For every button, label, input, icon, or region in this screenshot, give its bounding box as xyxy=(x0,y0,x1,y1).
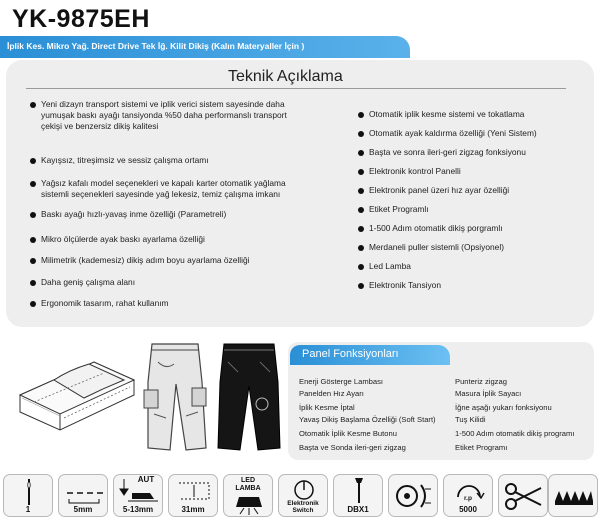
rpm-unit-label: r.p xyxy=(464,495,472,502)
switch-line: Switch xyxy=(292,507,314,514)
electronic-switch-icon xyxy=(278,474,328,517)
tech-item xyxy=(30,99,287,132)
switch-line: Elektronik xyxy=(287,500,319,507)
led-lamp-icon xyxy=(223,474,273,517)
tech-line: sistemli seçenekleri sayesinde yağ lekesiz, temiz çalışma imkanı xyxy=(41,189,281,199)
panel-item: Enerji Gösterge Lambası xyxy=(299,377,383,386)
model-title: YK-9875EH xyxy=(12,5,150,33)
panel-item: Otomatik İplik Kesme Butonu xyxy=(299,429,397,438)
tech-item xyxy=(30,178,286,200)
presser-foot-lift-icon xyxy=(113,474,163,517)
bobbin-icon xyxy=(388,474,438,517)
panel-item: Etiket Programı xyxy=(455,443,508,452)
switch-label xyxy=(279,500,327,514)
fabric-illustration xyxy=(14,340,144,440)
panel-item: Masura İplik Sayacı xyxy=(455,389,522,398)
panel-item: Yavaş Dikiş Başlama Özelliği (Soft Start) xyxy=(299,415,436,424)
dbx1-label: DBX1 xyxy=(347,505,369,514)
feed-dog-icon xyxy=(548,474,598,517)
tech-item: Baskı ayağı hızlı-yavaş inme özelliği (Parametreli) xyxy=(30,209,226,220)
auto-label: AUT xyxy=(137,475,155,484)
clearance-icon xyxy=(168,474,218,517)
tech-item: Etiket Programlı xyxy=(358,204,429,215)
panel-item: Tuş Kilidi xyxy=(455,415,486,424)
speed-icon xyxy=(443,474,493,517)
tech-item: Mikro ölçülerde ayak baskı ayarlama özelliği xyxy=(30,234,205,245)
tech-item: Elektronik panel üzeri hız ayar özelliği xyxy=(358,185,509,196)
needle-icon xyxy=(3,474,53,517)
tech-item: Led Lamba xyxy=(358,261,411,272)
tech-item: Otomatik iplik kesme sistemi ve tokatlama xyxy=(358,109,524,120)
tech-item: Merdaneli puller sistemli (Opsiyonel) xyxy=(358,242,504,253)
cargo-pants-image xyxy=(140,342,210,452)
panel-item: Başta ve Sonda ileri-geri zigzag xyxy=(299,443,406,452)
tech-item: 1-500 Adım otomatik dikiş porgramlı xyxy=(358,223,503,234)
clearance-label: 31mm xyxy=(181,505,205,514)
panel-item: İplik Kesme İptal xyxy=(299,403,355,412)
scissors-icon xyxy=(498,474,548,517)
technical-title: Teknik Açıklama xyxy=(228,68,343,85)
panel-item: İğne aşağı yukarı fonksiyonu xyxy=(455,403,552,412)
tech-item: Başta ve sonra ileri-geri zigzag fonksiyonu xyxy=(358,147,526,158)
tech-item: Elektronik Tansiyon xyxy=(358,280,441,291)
tech-line: Yağsız kafalı model seçenekleri ve kapalı karter otomatik yağlama xyxy=(41,178,286,188)
tech-item: Milimetrik (kademesiz) dikiş adım boyu ayarlama özelliği xyxy=(30,255,250,266)
speed-label: 5000 xyxy=(459,505,477,514)
panel-item: 1-500 Adım otomatik dikiş programı xyxy=(455,429,575,438)
technical-divider xyxy=(26,88,566,89)
dbx1-needle-icon xyxy=(333,474,383,517)
led-line: LAMBA xyxy=(235,485,261,492)
led-line: LED xyxy=(241,477,255,484)
tech-item: Daha geniş çalışma alanı xyxy=(30,277,135,288)
tech-item: Otomatik ayak kaldırma özelliği (Yeni Sistem) xyxy=(358,128,537,139)
stitch-length-icon xyxy=(58,474,108,517)
tech-item: Elektronik kontrol Panelli xyxy=(358,166,461,177)
foot-lift-label: 5-13mm xyxy=(122,505,154,514)
subtitle: İplik Kes. Mikro Yağ. Direct Drive Tek İğ. Kilit Dikiş (Kalın Materyaller İçin ) xyxy=(7,41,305,51)
tech-item: Kayışsız, titreşimsiz ve sessiz çalışma ortamı xyxy=(30,155,209,166)
panel-functions-title: Panel Fonksiyonları xyxy=(302,348,399,360)
tech-item: Ergonomik tasarım, rahat kullanım xyxy=(30,298,169,309)
tech-line: yumuşak baskı ayağı tansiyonda %50 daha performanslı transport xyxy=(41,110,287,120)
stitch-length-label: 5mm xyxy=(73,505,93,514)
panel-item: Panelden Hız Ayarı xyxy=(299,389,364,398)
needle-count-label: 1 xyxy=(25,505,31,514)
tech-line: Yeni dizayn transport sistemi ve iplik verici sistem sayesinde daha xyxy=(41,99,285,109)
panel-item: Punteriz zigzag xyxy=(455,377,507,386)
jeans-image xyxy=(214,342,284,452)
tech-line: çekişi ve benzersiz dikiş kalitesi xyxy=(41,121,159,131)
